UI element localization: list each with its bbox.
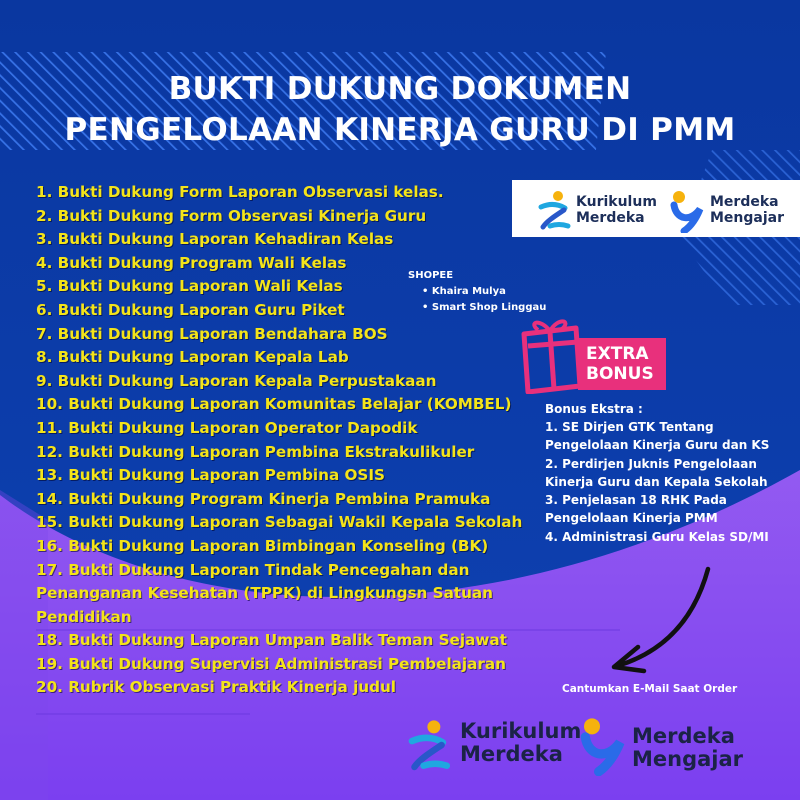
list-item: 3. Bukti Dukung Laporan Kehadiran Kelas [36, 230, 394, 249]
kurikulum-merdeka-logo-icon [538, 190, 572, 230]
list-item: 6. Bukti Dukung Laporan Guru Piket [36, 300, 345, 319]
list-item: 16. Bukti Dukung Laporan Bimbingan Konseling (BK) [36, 536, 489, 555]
mengajar-logo-line-2: Mengajar [710, 210, 785, 226]
list-item: 9. Bukti Dukung Laporan Kepala Perpustakaan [36, 371, 437, 390]
kurikulum-merdeka-logo-icon [408, 717, 452, 773]
list-item: 7. Bukti Dukung Laporan Bendahara BOS [36, 324, 388, 343]
list-item: 14. Bukti Dukung Program Kinerja Pembina Pramuka [36, 489, 491, 508]
list-item: 17. Bukti Dukung Laporan Tindak Pencegahan dan Penanganan Kesehatan (TPPK) di Lingkungsn Satuan Pendidikan [36, 560, 493, 626]
kurikulum-logo-line-1: Kurikulum [460, 719, 582, 743]
list-item: 4. Bukti Dukung Program Wali Kelas [36, 253, 347, 272]
shopee-store: • Smart Shop Linggau [422, 302, 547, 313]
list-item: 13. Bukti Dukung Laporan Pembina OSIS [36, 466, 385, 485]
list-item: 5. Bukti Dukung Laporan Wali Kelas [36, 277, 343, 296]
bonus-title: Bonus Ekstra : [545, 402, 643, 416]
shopee-label: SHOPEE [408, 270, 454, 281]
kurikulum-logo-line-2: Merdeka [460, 742, 563, 766]
list-item: 10. Bukti Dukung Laporan Komunitas Belajar (KOMBEL) [36, 395, 512, 414]
merdeka-mengajar-logo-icon [580, 714, 628, 776]
kurikulum-logo-line-1: Kurikulum [576, 194, 657, 210]
order-note: Cantumkan E-Mail Saat Order [562, 683, 738, 695]
document-list [36, 181, 536, 700]
kurikulum-logo-line-2: Merdeka [576, 210, 645, 226]
shopee-info [408, 268, 546, 316]
extra-bonus-line-1: EXTRA [586, 344, 649, 364]
bonus-list [545, 418, 795, 546]
bonus-item: 3. Penjelasan 18 RHK Pada Pengelolaan Kinerja PMM [545, 493, 727, 526]
bonus-item: 1. SE Dirjen GTK Tentang Pengelolaan Kinerja Guru dan KS [545, 420, 770, 453]
bonus-item: 4. Administrasi Guru Kelas SD/MI [545, 529, 769, 544]
bonus-item: 2. Perdirjen Juknis Pengelolaan Kinerja Guru dan Kepala Sekolah [545, 456, 768, 489]
extra-bonus-line-2: BONUS [586, 364, 654, 384]
list-item: 2. Bukti Dukung Form Observasi Kinerja Guru [36, 206, 427, 225]
mengajar-logo-line-1: Merdeka [632, 724, 735, 748]
shopee-store: • Khaira Mulya [422, 286, 506, 297]
list-item: 11. Bukti Dukung Laporan Operator Dapodik [36, 418, 418, 437]
title-line-1: BUKTI DUKUNG DOKUMEN [168, 71, 632, 107]
list-item: 19. Bukti Dukung Supervisi Administrasi Pembelajaran [36, 654, 506, 673]
list-item: 12. Bukti Dukung Laporan Pembina Ekstrakulikuler [36, 442, 475, 461]
list-item: 15. Bukti Dukung Laporan Sebagai Wakil Kepala Sekolah [36, 513, 523, 532]
mengajar-logo-line-2: Mengajar [632, 747, 744, 771]
curved-arrow-icon [600, 565, 715, 677]
list-item: 1. Bukti Dukung Form Laporan Observasi kelas. [36, 183, 444, 201]
merdeka-mengajar-logo-icon [670, 189, 706, 233]
list-item: 20. Rubrik Observasi Praktik Kinerja judul [36, 678, 396, 697]
list-item: 8. Bukti Dukung Laporan Kepala Lab [36, 348, 349, 367]
mengajar-logo-line-1: Merdeka [710, 194, 779, 210]
title-line-2: PENGELOLAAN KINERJA GURU DI PMM [64, 112, 736, 148]
list-item: 18. Bukti Dukung Laporan Umpan Balik Teman Sejawat [36, 631, 507, 650]
